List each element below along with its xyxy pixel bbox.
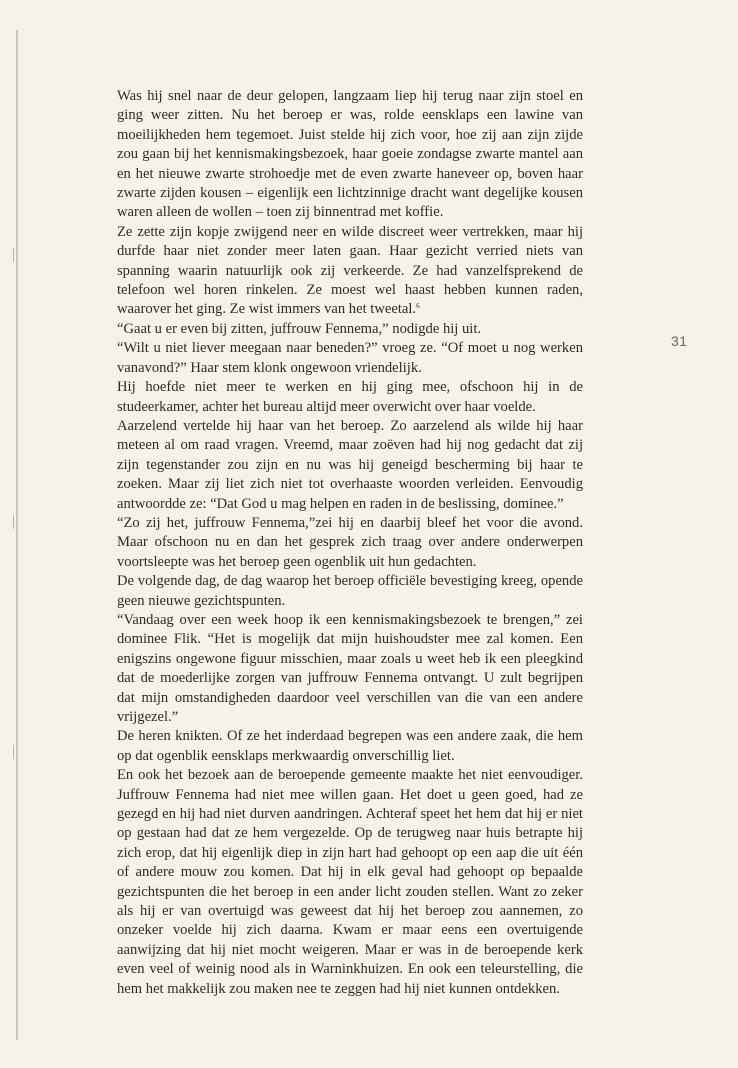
paragraph: Was hij snel naar de deur gelopen, langzaam liep hij terug naar zijn stoel en ging weer zitten. Nu het beroep er was, rolde eensklaps een lawine van moeilijkheden hem tegemoet. Juist stelde hij zich voor, hoe zij aan zijn zijde zou gaan bij het kennismakingsbezoek, haar goeie zondagse zwarte mantel aan en het nieuwe zwarte strohoedje met de even zwarte haneveer op, boven haar zwarte zijden kousen – eigenlijk een lichtzinnige dracht want degelijke kousen waren alleen de wollen – toen zij binnentrad met koffie. — [117, 88, 583, 221]
page-number: 31 — [671, 333, 688, 349]
binding-gutter — [16, 30, 18, 1040]
paragraph: De volgende dag, de dag waarop het beroep officiële bevestiging kreeg, opende geen nieuwe gezichtspunten. — [117, 573, 583, 609]
paragraph: “Wilt u niet liever meegaan naar beneden?” vroeg ze. “Of moet u nog werken vanavond?” Haar stem klonk ongewoon vriendelijk. — [117, 340, 583, 376]
gutter-mark — [13, 745, 18, 759]
paragraph: En ook het bezoek aan de beroepende gemeente maakte het niet eenvoudiger. Juffrouw Fennema had niet mee willen gaan. Het doet u geen goed, had ze gezegd en hij had niet durven aandringen. Achteraf speet het hem dat hij er niet op gestaan had dat ze hem vergezelde. Op de terugweg naar huis betrapte hij zich erop, dat hij eigenlijk diep in zijn hart had gehoopt op een aap die uit één of andere mouw zou komen. Dat hij in elk geval had gehoopt op bepaalde gezichtspunten die het beroep in een ander licht zouden stellen. Want zo zeker als hij er van overtuigd was geweest dat hij het beroep zou aannemen, zo onzeker voelde hij zich daarna. Kwam er maar eens een overtuigende aanwijzing dat hij niet mocht weigeren. Maar er was in de beroepende kerk even veel of weinig nood als in Warninkhuizen. En ook een teleurstelling, die hem het makkelijk zou maken nee te zeggen had hij niet kunnen ontdekken. — [117, 767, 583, 997]
gutter-mark — [13, 248, 18, 262]
footnote-marker: 6 — [416, 302, 420, 311]
paragraph: De heren knikten. Of ze het inderdaad begrepen was een andere zaak, die hem op dat ogenblik eensklaps merkwaardig onverschillig liet. — [117, 728, 583, 764]
paragraph: Aarzelend vertelde hij haar van het beroep. Zo aarzelend als wilde hij haar meteen al om raad vragen. Vreemd, maar zoëven had hij nog gedacht dat zij zijn tegenstander zou zijn en nu was hij geneigd bescherming bij haar te zoeken. Maar zij liet zich niet tot overhaaste woorden verleiden. Eenvoudig antwoordde ze: “Dat God u mag helpen en raden in de beslissing, dominee.” — [117, 417, 583, 512]
paragraph: “Gaat u er even bij zitten, juffrouw Fennema,” nodigde hij uit. — [117, 320, 482, 337]
paragraph: Ze zette zijn kopje zwijgend neer en wilde discreet weer vertrekken, maar hij durfde haar niet zonder meer laten gaan. Haar gezicht verried niets van spanning waarin natuurlijk ook zij verkeerde. Ze had vanzelfsprekend de telefoon wel horen rinkelen. Ze moest wel haast hebben kunnen raden, waarover het ging. Ze wist immers van het tweetal.$^6$ — [117, 223, 583, 318]
body-text — [117, 87, 583, 999]
paragraph: Hij hoefde niet meer te werken en hij ging mee, ofschoon hij in de studeerkamer, achter het bureau altijd meer overwicht over haar voelde. — [117, 379, 583, 415]
gutter-mark — [13, 515, 18, 529]
paragraph: “Vandaag over een week hoop ik een kennismakingsbezoek te brengen,” zei dominee Flik. “Het is mogelijk dat mijn huishoudster mee zal komen. Een enigszins ongewone figuur misschien, maar zoals u weet heb ik een pleegkind dat de moederlijke zorgen van juffrouw Fennema ontvangt. U zult begrijpen dat mijn omstandigheden daardoor veel verschillen van die van een andere vrijgezel.” — [117, 611, 583, 725]
paragraph: “Zo zij het, juffrouw Fennema,”zei hij en daarbij bleef het voor die avond. Maar ofschoon nu en dan het gesprek zich traag over andere onderwerpen voortsleepte was het beroep geen ogenblik uit hun gedachten. — [117, 514, 583, 570]
